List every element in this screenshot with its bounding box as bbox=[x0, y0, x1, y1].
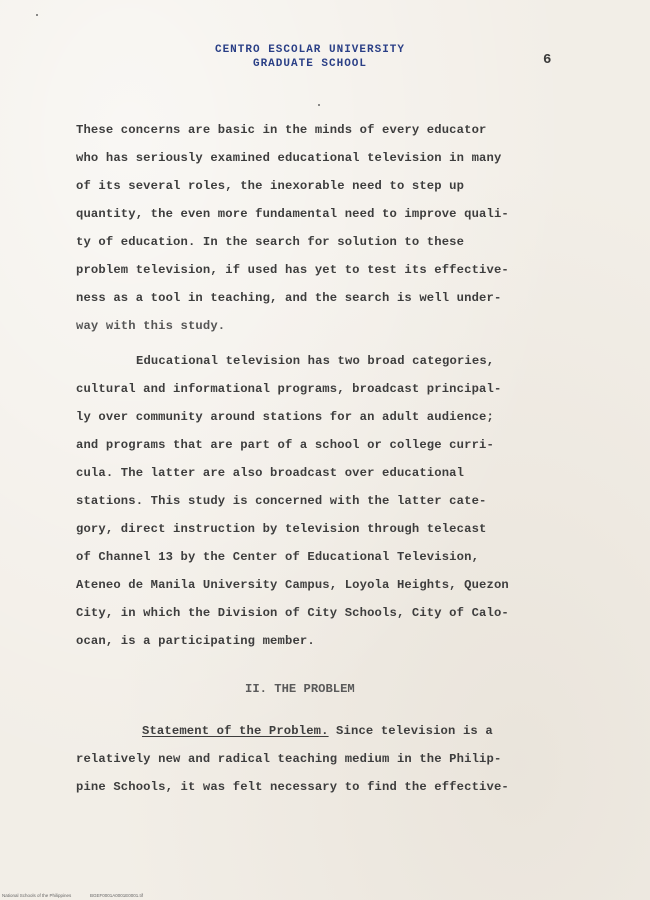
paragraph2-line: cula. The latter are also broadcast over educational bbox=[76, 466, 465, 480]
footer-source-label: National Schools of the Philippines bbox=[2, 893, 72, 898]
paragraph2-line: and programs that are part of a school or college curri- bbox=[76, 438, 494, 452]
paragraph3-line1-rest: Since television is a bbox=[328, 724, 493, 738]
paragraph2-line: stations. This study is concerned with the latter cate- bbox=[76, 494, 487, 508]
paragraph2-line: Ateneo de Manila University Campus, Loyola Heights, Quezon bbox=[76, 578, 509, 592]
university-stamp-line2: GRADUATE SCHOOL bbox=[252, 58, 368, 70]
section-heading: II. THE PROBLEM bbox=[245, 682, 355, 696]
paragraph1-line: of its several roles, the inexorable need to step up bbox=[76, 179, 465, 193]
page-number: 6 bbox=[543, 52, 552, 68]
paragraph2-line: ly over community around stations for an adult audience; bbox=[76, 410, 494, 424]
paper-speck bbox=[36, 14, 38, 16]
paragraph3-line: pine Schools, it was felt necessary to find the effective- bbox=[76, 780, 509, 794]
paragraph3-line: relatively new and radical teaching medium in the Philip- bbox=[76, 752, 502, 766]
footer-file-label: BGEF0001A0001E0001.tif bbox=[90, 893, 144, 898]
paragraph1-line: problem television, if used has yet to test its effective- bbox=[76, 263, 509, 277]
paragraph2-line: cultural and informational programs, broadcast principal- bbox=[76, 382, 502, 396]
statement-of-problem-subheading: Statement of the Problem. bbox=[142, 724, 329, 738]
paragraph2-line: of Channel 13 by the Center of Educational Television, bbox=[76, 550, 480, 564]
paragraph1-line: ty of education. In the search for solution to these bbox=[76, 235, 465, 249]
paragraph1-line: who has seriously examined educational television in many bbox=[76, 151, 502, 165]
paragraph1-line: way with this study. bbox=[76, 319, 226, 333]
paragraph2-line: Educational television has two broad categories, bbox=[136, 354, 495, 368]
paragraph2-line: ocan, is a participating member. bbox=[76, 634, 315, 648]
paragraph2-line: City, in which the Division of City Schools, City of Calo- bbox=[76, 606, 509, 620]
paragraph3-first-line bbox=[142, 724, 493, 738]
paragraph1-line: These concerns are basic in the minds of every educator bbox=[76, 123, 487, 137]
paragraph1-line: ness as a tool in teaching, and the search is well under- bbox=[76, 291, 502, 305]
paragraph1-line: quantity, the even more fundamental need to improve quali- bbox=[76, 207, 509, 221]
paper-speck bbox=[318, 104, 320, 106]
paragraph2-line: gory, direct instruction by television through telecast bbox=[76, 522, 487, 536]
university-stamp-line1: CENTRO ESCOLAR UNIVERSITY bbox=[214, 44, 406, 56]
